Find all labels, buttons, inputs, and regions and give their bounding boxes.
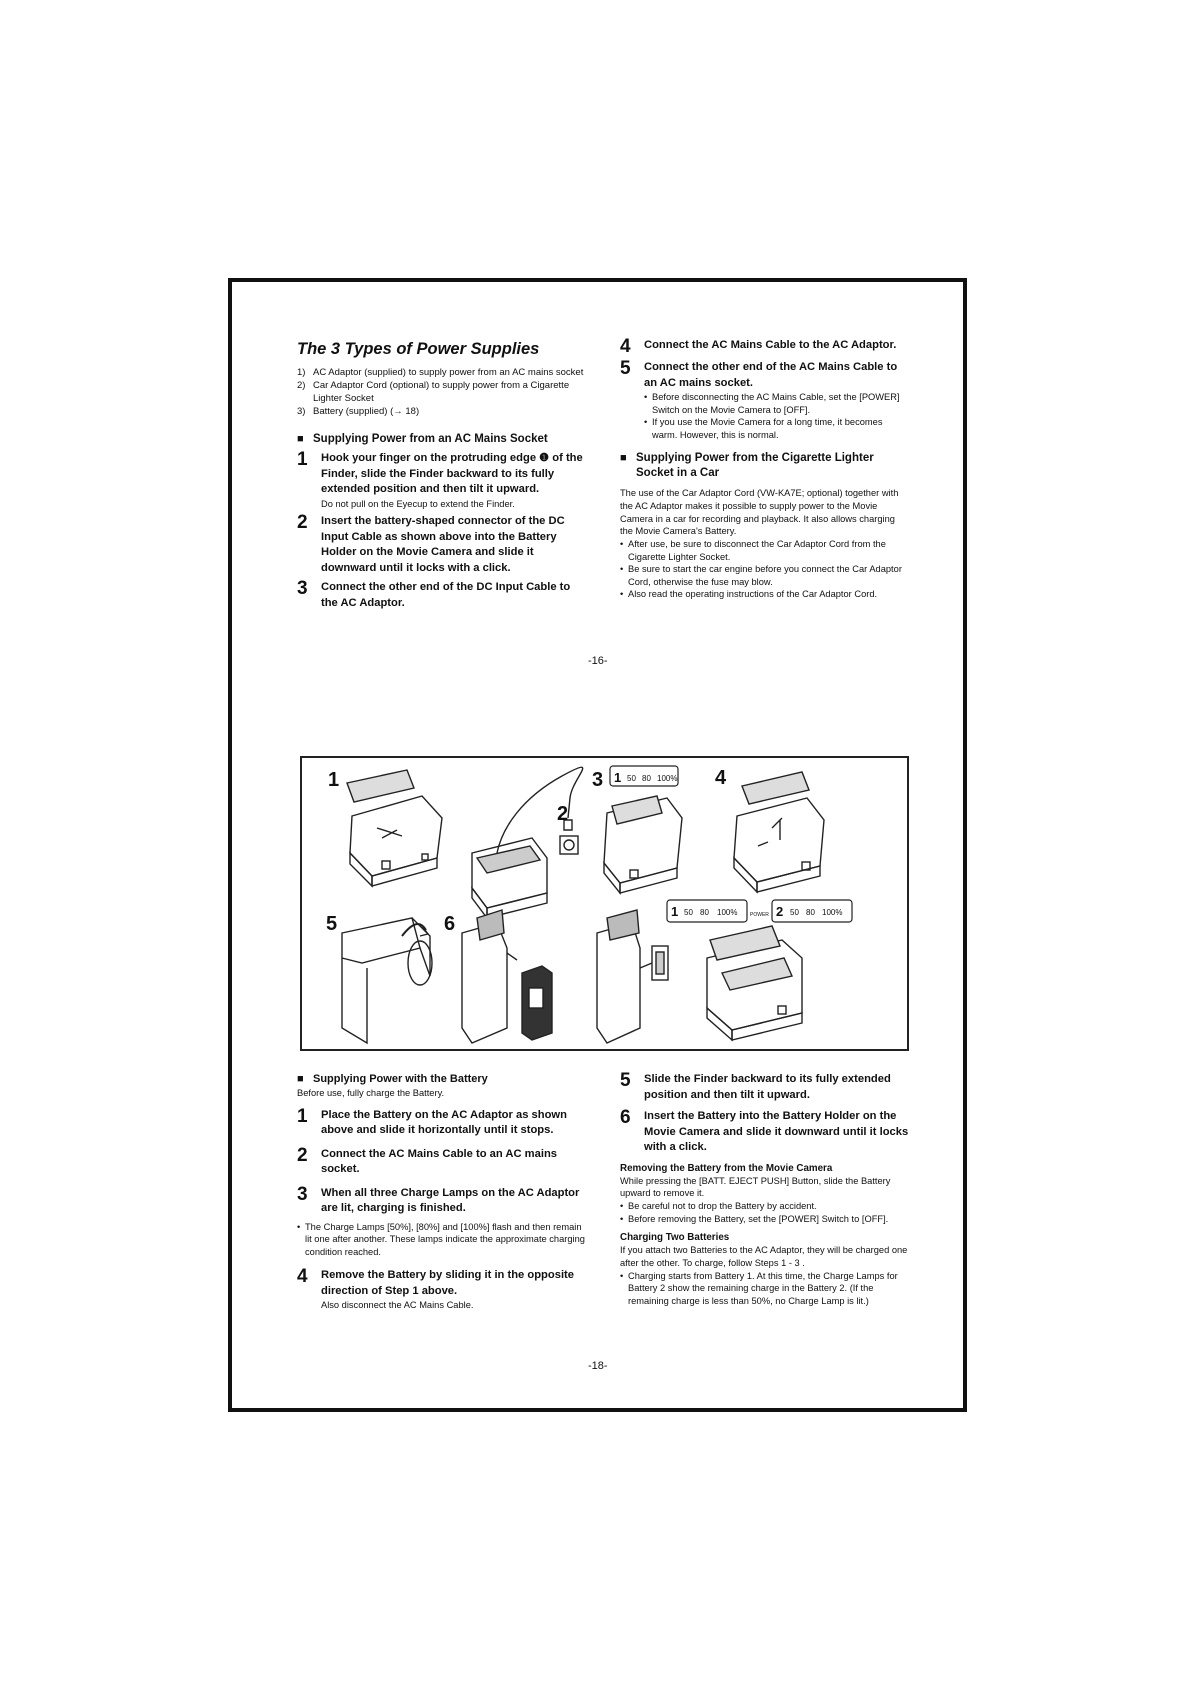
- power-types-list: [297, 366, 587, 418]
- car-section-heading: ■ Supplying Power from the Cigarette Lighter Socket in a Car: [620, 452, 874, 479]
- square-bullet-icon: ■: [297, 433, 304, 445]
- illustration-label-1: 1: [328, 769, 340, 791]
- step-item: 2 Connect the AC Mains Cable to an AC mains socket.: [297, 1144, 558, 1176]
- step-item: 1 Place the Battery on the AC Adaptor as shown above and slide it horizontally until it stops.: [297, 1105, 567, 1137]
- lamp-label: 1: [614, 770, 622, 785]
- removing-heading: Removing the Battery from the Movie Camera: [620, 1162, 833, 1174]
- step-item: 6 Insert the Battery into the Battery Holder on the Movie Camera and slide it downward until it locks with a click.: [620, 1107, 909, 1153]
- step-item: 2 Insert the battery-shaped connector of the DC Input Cable as shown above into the Battery Holder on the Movie Camera and slide it downward until it locks with a click.: [297, 512, 565, 574]
- ac-adaptor-illustration-2: [472, 767, 583, 918]
- illustration-label-4: 4: [715, 767, 727, 789]
- lamp-label: 50: [790, 908, 799, 917]
- illustration-label-3: 3: [592, 769, 604, 791]
- lamp-label: 80: [700, 908, 709, 917]
- two-battery-adaptor-illustration: [707, 926, 802, 1040]
- list-item: 2) Car Adaptor Cord (optional) to supply power from a Cigarette Lighter Socket: [297, 380, 570, 404]
- step5-bullets: [644, 391, 910, 441]
- list-item: 1) AC Adaptor (supplied) to supply power from an AC mains socket: [297, 367, 584, 378]
- step-note: Also disconnect the AC Mains Cable.: [321, 1300, 474, 1311]
- removing-paragraph: While pressing the [BATT. EJECT PUSH] Button, slide the Battery upward to remove it.: [620, 1175, 891, 1199]
- lamp-label: 1: [671, 904, 679, 919]
- square-bullet-icon: ■: [297, 1073, 304, 1085]
- page18-left-column: [297, 1072, 587, 1312]
- ac-adaptor-illustration-3: [604, 796, 682, 893]
- ac-section-heading: ■ Supplying Power from an AC Mains Socket: [297, 433, 548, 445]
- lamp-label: POWER: [750, 912, 769, 918]
- car-section-paragraph: The use of the Car Adaptor Cord (VW-KA7E; optional) together with the AC Adaptor makes it possible to supply power to the Movie Camera in a car for recording and playback. It also allows charging the Movie Camera's Battery.: [620, 488, 899, 537]
- charging-diagram: [302, 758, 907, 1049]
- camera-finder-illustration-5: [342, 918, 432, 1043]
- page18-right-column: [620, 1072, 910, 1307]
- page16-left-column: [297, 338, 587, 611]
- step-item: 1 Hook your finger on the protruding edge ❶ of the Finder, slide the Finder backward to its fully extended position and then tilt it upward.: [297, 449, 583, 495]
- lamp-label: 50: [684, 908, 693, 917]
- lamp-label: 100%: [657, 774, 678, 783]
- lamp-label: 80: [806, 908, 815, 917]
- list-item: • If you use the Movie Camera for a long time, it becomes warm. However, this is normal.: [644, 417, 883, 440]
- step-item: 5 Slide the Finder backward to its fully extended position and then tilt it upward.: [620, 1070, 891, 1101]
- illustration-label-2: 2: [557, 803, 569, 825]
- lamp-label: 80: [642, 774, 651, 783]
- step-note: Do not pull on the Eyecup to extend the Finder.: [321, 498, 515, 509]
- step-item: 4 Remove the Battery by sliding it in the opposite direction of Step 1 above.: [297, 1266, 574, 1297]
- illustration-label-6: 6: [444, 913, 456, 935]
- list-item: • Be sure to start the car engine before you connect the Car Adaptor Cord, otherwise the fuse may blow.: [620, 564, 902, 587]
- ac-adaptor-illustration-4: [734, 772, 824, 892]
- camera-dc-connector-illustration: [597, 910, 668, 1043]
- list-item: 3) Battery (supplied) (→ 18): [297, 406, 420, 417]
- list-item: • After use, be sure to disconnect the Car Adaptor Cord from the Cigarette Lighter Socket.: [620, 539, 886, 562]
- page-number-16: -16-: [588, 655, 608, 667]
- page16-right-column: [620, 338, 910, 601]
- square-bullet-icon: ■: [620, 452, 627, 464]
- battery-intro: Before use, fully charge the Battery.: [297, 1088, 445, 1098]
- battery-section-heading: ■ Supplying Power with the Battery: [297, 1073, 488, 1085]
- step-item: 3 When all three Charge Lamps on the AC Adaptor are lit, charging is finished.: [297, 1183, 580, 1215]
- lamp-label: 50: [627, 774, 636, 783]
- manual-page-frame: [228, 278, 967, 1412]
- list-item: • The Charge Lamps [50%], [80%] and [100%] flash and then remain lit one after another. These lamps indicate the approximate charging condition reached.: [297, 1221, 585, 1257]
- illustration-panel: [300, 756, 909, 1051]
- illustration-label-5: 5: [326, 913, 338, 935]
- lamp-label: 2: [776, 904, 784, 919]
- page16-title: The 3 Types of Power Supplies: [297, 340, 540, 358]
- step-item: 5 Connect the other end of the AC Mains Cable to an AC mains socket.: [620, 358, 898, 389]
- list-item: • Also read the operating instructions of the Car Adaptor Cord.: [620, 589, 878, 600]
- list-item: • Charging starts from Battery 1. At this time, the Charge Lamps for Battery 2 show the remaining charge in the Battery 2. (If the remaining charge is less than 50%, no Charge Lamp is lit.): [620, 1270, 898, 1306]
- lamp-label: 100%: [717, 908, 738, 917]
- lamp-label: 100%: [822, 908, 843, 917]
- charging-two-paragraph: If you attach two Batteries to the AC Adaptor, they will be charged one after the other. To charge, follow Steps 1 - 3 .: [620, 1245, 908, 1268]
- list-item: • Before removing the Battery, set the [POWER] Switch to [OFF].: [620, 1213, 889, 1224]
- ac-adaptor-illustration-1: [347, 770, 442, 886]
- list-item: • Be careful not to drop the Battery by accident.: [620, 1201, 817, 1212]
- camera-battery-illustration-6: [462, 910, 552, 1043]
- charging-two-heading: Charging Two Batteries: [620, 1232, 730, 1244]
- step-item: 4 Connect the AC Mains Cable to the AC Adaptor.: [620, 336, 897, 357]
- step-item: 3 Connect the other end of the DC Input Cable to the AC Adaptor.: [297, 578, 571, 609]
- page-number-18: -18-: [588, 1360, 608, 1372]
- list-item: • Before disconnecting the AC Mains Cable, set the [POWER] Switch on the Movie Camera to [OFF].: [644, 392, 900, 415]
